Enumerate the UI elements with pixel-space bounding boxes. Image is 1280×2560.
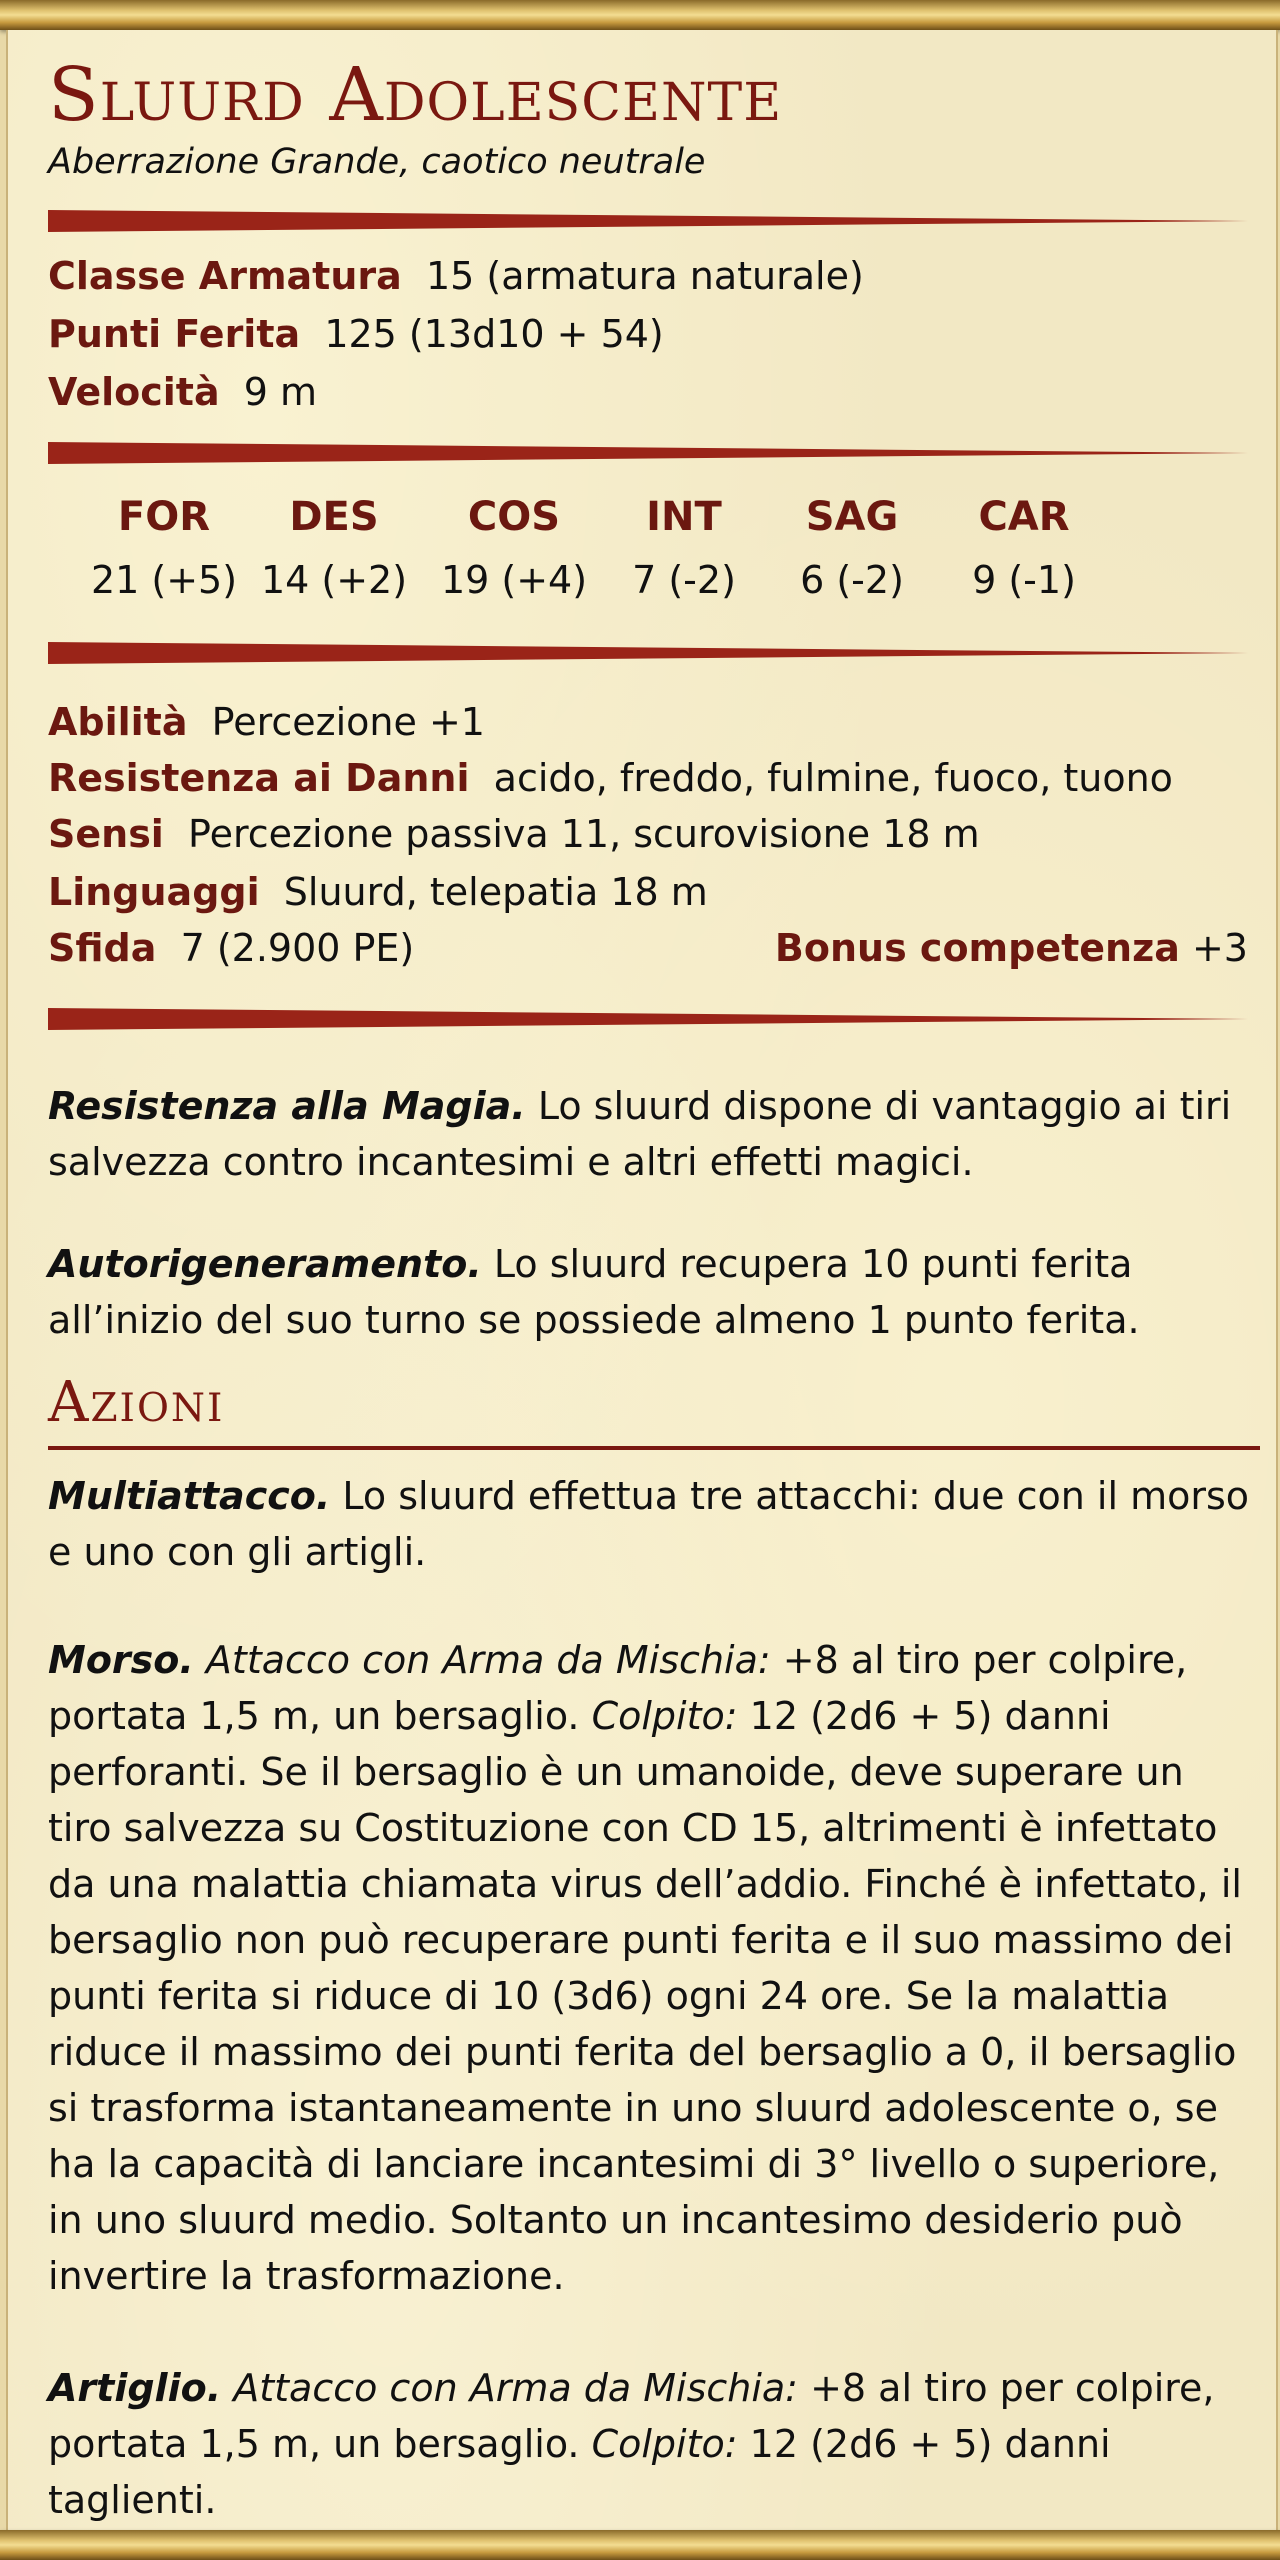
hit-points-line bbox=[48, 312, 664, 356]
senses-label: Sensi bbox=[48, 812, 164, 856]
bottom-gold-bar bbox=[0, 2530, 1280, 2560]
skills-line bbox=[48, 700, 485, 744]
languages-label: Linguaggi bbox=[48, 870, 260, 914]
speed-value: 9 m bbox=[243, 370, 318, 414]
ability-score: 7 (-2) bbox=[632, 558, 736, 602]
challenge-label: Sfida bbox=[48, 926, 157, 970]
monster-name: Sluurd Adolescente bbox=[48, 52, 783, 138]
attack-type: Attacco con Arma da Mischia: bbox=[233, 2366, 798, 2410]
ability-name: COS bbox=[467, 494, 561, 540]
ability-sag bbox=[762, 494, 942, 602]
stat-block bbox=[6, 30, 1278, 2530]
languages-line bbox=[48, 870, 708, 914]
action-multiattack bbox=[48, 1468, 1258, 1580]
armor-class-line bbox=[48, 254, 864, 298]
tapered-rule bbox=[48, 642, 1248, 664]
tapered-rule bbox=[48, 1008, 1248, 1030]
actions-heading: Azioni bbox=[48, 1370, 225, 1435]
tapered-rule bbox=[48, 210, 1248, 232]
attack-type: Attacco con Arma da Mischia: bbox=[205, 1638, 771, 1682]
hit-points-label: Punti Ferita bbox=[48, 312, 301, 356]
trait-text: Lo sluurd recupera 10 punti ferita all’inizio del suo turno se possiede almeno 1 punto ferita. bbox=[48, 1242, 1140, 1342]
proficiency-label: Bonus competenza bbox=[774, 926, 1180, 970]
action-bite bbox=[48, 1632, 1258, 2304]
armor-class-label: Classe Armatura bbox=[48, 254, 402, 298]
speed-line bbox=[48, 370, 317, 414]
action-claw bbox=[48, 2360, 1258, 2528]
armor-class-value: 15 (armatura naturale) bbox=[425, 254, 864, 298]
hit-text: 12 (2d6 + 5) danni perforanti. Se il bersaglio è un umanoide, deve superare un tiro salvezza su Costituzione con CD 15, altrimenti è infettato da una malattia chiamata virus dell’addio. Finché è infettato, il bersaglio non può recuperare punti ferita e il suo massimo dei punti ferita si riduce di 10 (3d6) ogni 24 ore. Se la malattia riduce il massimo dei punti ferita del bersaglio a 0, il bersaglio si trasforma istantaneamente in uno sluurd adolescente o, se ha la capacità di lanciare incantesimi di 3° livello o superiore, in uno sluurd medio. Soltanto un incantesimo desiderio può invertire la trasformazione. bbox=[48, 1694, 1242, 2298]
damage-resistance-line bbox=[48, 756, 1173, 800]
hit-label: Colpito: bbox=[591, 1694, 738, 1738]
ability-car bbox=[934, 494, 1114, 602]
hit-label: Colpito: bbox=[591, 2422, 738, 2466]
ability-score: 21 (+5) bbox=[90, 558, 238, 602]
trait-name: Autorigeneramento. bbox=[48, 1242, 482, 1286]
ability-score: 19 (+4) bbox=[440, 558, 588, 602]
hit-points-value: 125 (13d10 + 54) bbox=[324, 312, 664, 356]
senses-value: Percezione passiva 11, scurovisione 18 m bbox=[188, 812, 980, 856]
trait-regeneration bbox=[48, 1236, 1258, 1348]
action-name: Artiglio. bbox=[48, 2366, 222, 2410]
ability-score: 6 (-2) bbox=[800, 558, 904, 602]
action-name: Multiattacco. bbox=[48, 1474, 331, 1518]
languages-value: Sluurd, telepatia 18 m bbox=[283, 870, 708, 914]
ability-score: 14 (+2) bbox=[260, 558, 408, 602]
ability-int bbox=[594, 494, 774, 602]
hit-text: 12 (2d6 + 5) danni taglienti. bbox=[48, 2422, 1111, 2522]
ability-name: INT bbox=[646, 494, 722, 540]
attack-text: +8 al tiro per colpire, portata 1,5 m, un bersaglio. bbox=[48, 1638, 1188, 1738]
skills-value: Percezione +1 bbox=[211, 700, 485, 744]
monster-subtitle: Aberrazione Grande, caotico neutrale bbox=[48, 142, 706, 182]
ability-cos bbox=[424, 494, 604, 602]
action-text: Lo sluurd effettua tre attacchi: due con il morso e uno con gli artigli. bbox=[48, 1474, 1250, 1574]
attack-text: +8 al tiro per colpire, portata 1,5 m, un bersaglio. bbox=[48, 2366, 1215, 2466]
damage-resistance-label: Resistenza ai Danni bbox=[48, 756, 470, 800]
ability-name: FOR bbox=[117, 494, 211, 540]
ability-name: DES bbox=[289, 494, 379, 540]
top-gold-bar bbox=[0, 0, 1280, 30]
ability-des bbox=[244, 494, 424, 602]
challenge-line bbox=[48, 926, 414, 970]
senses-line bbox=[48, 812, 980, 856]
ability-score: 9 (-1) bbox=[972, 558, 1076, 602]
tapered-rule bbox=[48, 442, 1248, 464]
proficiency-value: +3 bbox=[1191, 926, 1248, 970]
damage-resistance-value: acido, freddo, fulmine, fuoco, tuono bbox=[493, 756, 1173, 800]
challenge-value: 7 (2.900 PE) bbox=[180, 926, 415, 970]
speed-label: Velocità bbox=[48, 370, 220, 414]
proficiency-line bbox=[775, 926, 1248, 970]
ability-name: CAR bbox=[978, 494, 1070, 540]
actions-heading-underline bbox=[48, 1446, 1260, 1450]
trait-magic-resistance bbox=[48, 1078, 1258, 1190]
trait-name: Resistenza alla Magia. bbox=[48, 1084, 526, 1128]
action-name: Morso. bbox=[48, 1638, 194, 1682]
ability-for bbox=[74, 494, 254, 602]
skills-label: Abilità bbox=[48, 700, 188, 744]
trait-text: Lo sluurd dispone di vantaggio ai tiri salvezza contro incantesimi e altri effetti magici. bbox=[48, 1084, 1232, 1184]
ability-name: SAG bbox=[805, 494, 899, 540]
